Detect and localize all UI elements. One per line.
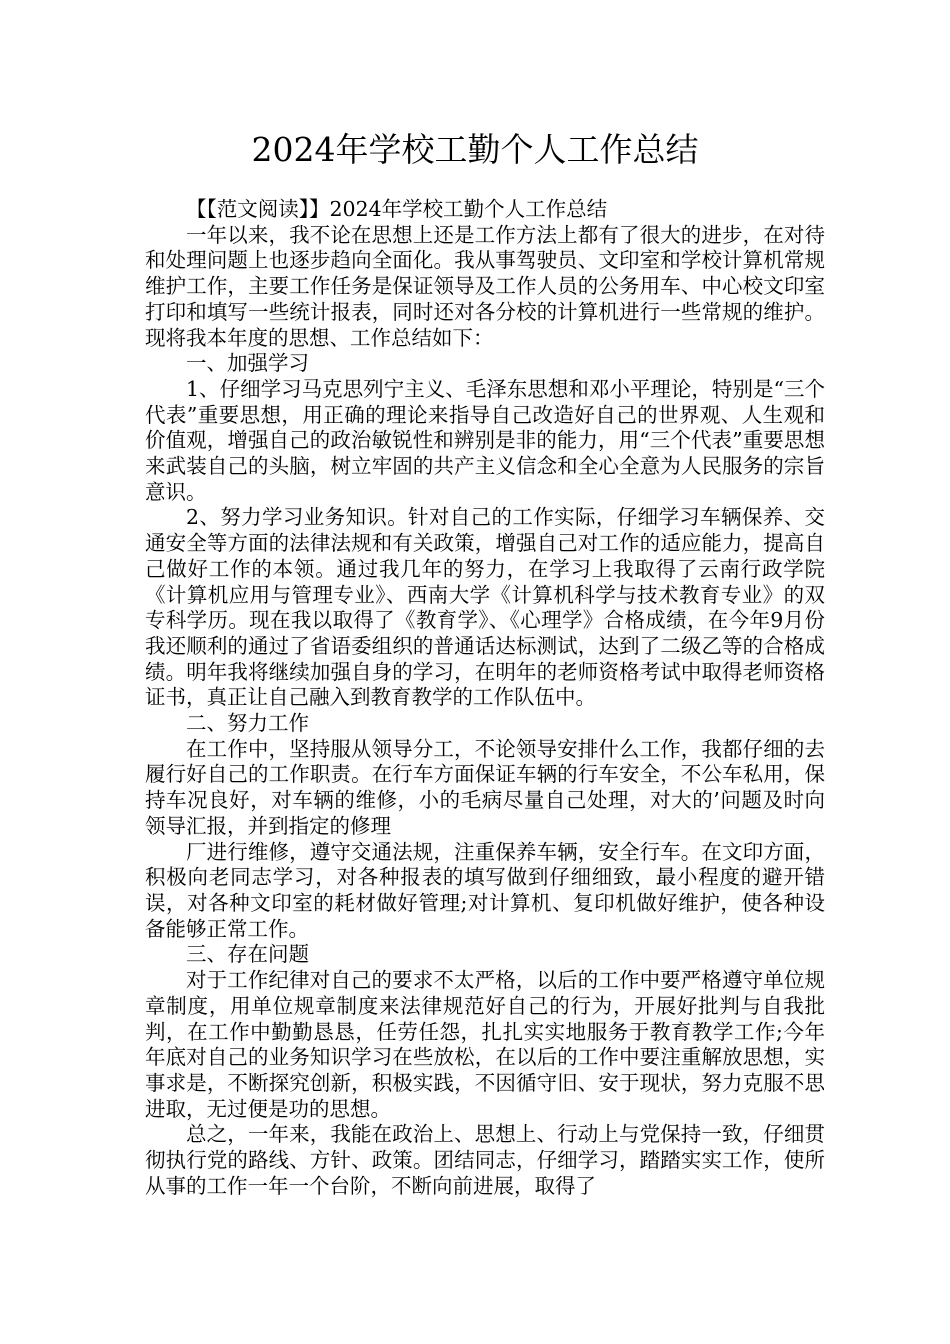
document-body bbox=[145, 197, 825, 1199]
paragraph-study-theory: 1、仔细学习马克思列宁主义、毛泽东思想和邓小平理论，特别是“三个代表”重要思想，用正确的理论来指导自己改造好自己的世界观、人生观和价值观，增强自己的政治敏锐性和辨别是非的能力，用“三个代表”重要思想来武装自己的头脑，树立牢固的共产主义信念和全心全意为人民服务的宗旨意识。 bbox=[145, 376, 825, 504]
section-heading-study: 一、加强学习 bbox=[186, 351, 309, 376]
paragraph-work-driving: 在工作中，坚持服从领导分工，不论领导安排什么工作，我都仔细的去履行好自己的工作职责。在行车方面保证车辆的行车安全，不公车私用，保持车况良好，对车辆的维修，小的毛病尽量自己处理，对大的’问题及时向领导汇报，并到指定的修理 bbox=[145, 736, 825, 838]
paragraph-problems: 对于工作纪律对自己的要求不太严格，以后的工作中要严格遵守单位规章制度，用单位规章制度来法律规范好自己的行为，开展好批判与自我批判，在工作中勤勤恳恳，任劳任怨，扎扎实实地服务于教育教学工作;今年年底对自己的业务知识学习在些放松，在以后的工作中要注重解放思想，实事求是，不断探究创新，积极实践，不因循守旧、安于现状，努力克服不思进取，无过便是功的思想。 bbox=[145, 968, 825, 1121]
section-heading-work: 二、努力工作 bbox=[186, 711, 309, 736]
paragraph-work-printing: 厂进行维修，遵守交通法规，注重保养车辆，安全行车。在文印方面，积极向老同志学习，对各种报表的填写做到仔细细致，最小程度的避开错误，对各种文印室的耗材做好管理;对计算机、复印机做好维护，使各种设备能够正常工作。 bbox=[145, 839, 825, 941]
paragraph-summary: 总之，一年来，我能在政治上、思想上、行动上与党保持一致，仔细贯彻执行党的路线、方针、政策。团结同志，仔细学习，踏踏实实工作，使所从事的工作一年一个台阶，不断向前进展，取得了 bbox=[145, 1122, 825, 1198]
paragraph-study-business: 2、努力学习业务知识。针对自己的工作实际，仔细学习车辆保养、交通安全等方面的法律法规和有关政策，增强自己对工作的适应能力，提高自己做好工作的本领。通过我几年的努力，在学习上我取得了云南行政学院《计算机应用与管理专业》、西南大学《计算机科学与技术教育专业》的双专科学历。现在我以取得了《教育学》、《心理学》合格成绩，在今年9月份我还顺利的通过了省语委组织的普通话达标测试，达到了二级乙等的合格成绩。明年我将继续加强自身的学习，在明年的老师资格考试中取得老师资格证书，真正让自己融入到教育教学的工作队伍中。 bbox=[145, 505, 825, 710]
paragraph-source-note: 【【范文阅读】】2024年学校工勤个人工作总结 bbox=[186, 197, 608, 221]
section-heading-problems: 三、存在问题 bbox=[186, 942, 309, 967]
document-title: 2024年学校工勤个人工作总结 bbox=[251, 130, 699, 169]
paragraph-intro: 一年以来，我不论在思想上还是工作方法上都有了很大的进步，在对待和处理问题上也逐步趋向全面化。我从事驾驶员、文印室和学校计算机常规维护工作，主要工作任务是保证领导及工作人员的公务用车、中心校文印室打印和填写一些统计报表，同时还对各分校的计算机进行一些常规的维护。现将我本年度的思想、工作总结如下： bbox=[145, 222, 825, 350]
